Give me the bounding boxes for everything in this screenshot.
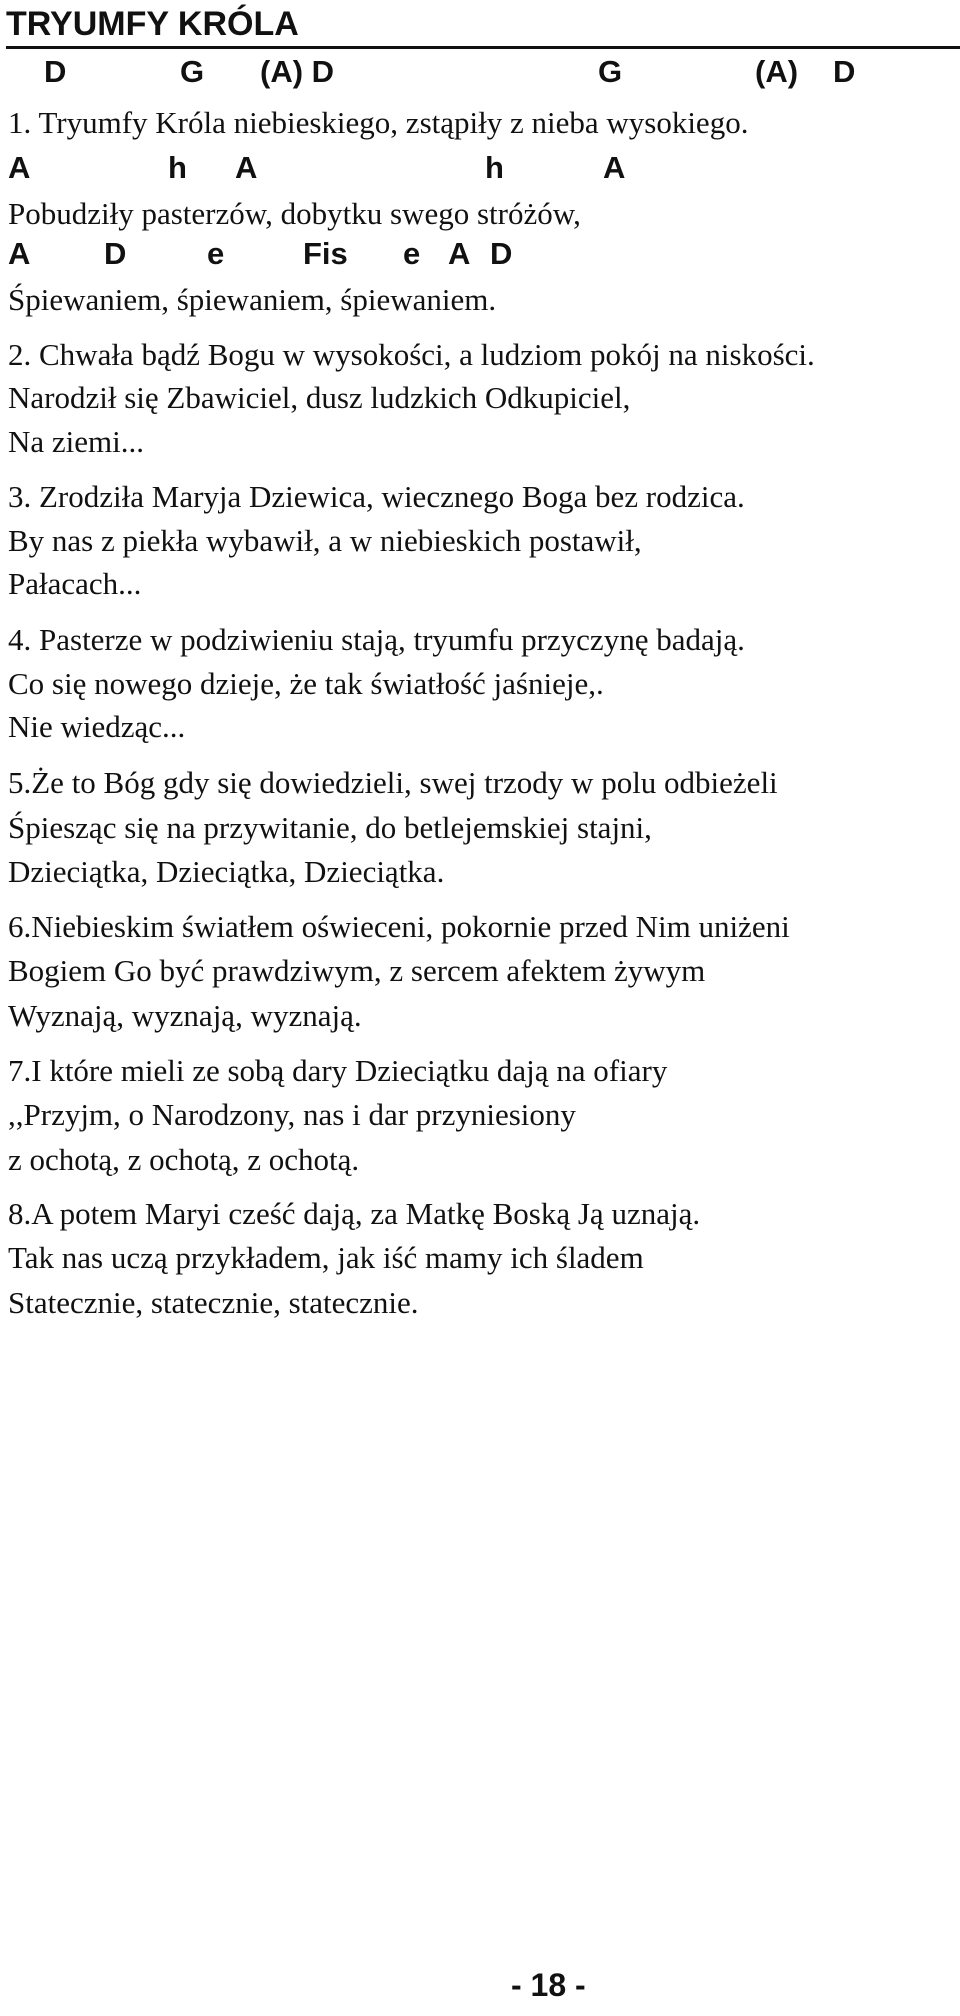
lyric-line: Tak nas uczą przykładem, jak iść mamy ich śladem — [8, 1240, 644, 1275]
lyric-line: 2. Chwała bądź Bogu w wysokości, a ludziom pokój na niskości. — [8, 337, 815, 372]
chord: e — [403, 236, 421, 271]
lyric-line: 5.Że to Bóg gdy się dowiedzieli, swej trzody w polu odbieżeli — [8, 765, 778, 800]
lyric-line: Statecznie, statecznie, statecznie. — [8, 1285, 419, 1320]
chord: A — [448, 236, 471, 271]
chord-line-3 — [0, 234, 960, 274]
lyric-line: Pobudziły pasterzów, dobytku swego stróżów, — [8, 196, 581, 231]
chord: D — [833, 54, 856, 89]
lyric-line: 6.Niebieskim światłem oświeceni, pokornie przed Nim uniżeni — [8, 909, 790, 944]
chord: A — [235, 150, 258, 185]
lyric-line: Pałacach... — [8, 566, 142, 601]
lyric-line: Dzieciątka, Dzieciątka, Dzieciątka. — [8, 854, 445, 889]
lyric-line: z ochotą, z ochotą, z ochotą. — [8, 1142, 360, 1177]
lyric-line: Co się nowego dzieje, że tak światłość jaśnieje,. — [8, 666, 604, 701]
lyric-line: Nie wiedząc... — [8, 709, 186, 744]
lyric-line: 8.A potem Maryi cześć dają, za Matkę Boską Ją uznają. — [8, 1196, 701, 1231]
chord-line-2 — [0, 148, 960, 188]
lyric-line: ,,Przyjm, o Narodzony, nas i dar przyniesiony — [8, 1097, 576, 1132]
lyric-line: Bogiem Go być prawdziwym, z sercem afektem żywym — [8, 953, 706, 988]
lyric-line: Śpiesząc się na przywitanie, do betlejemskiej stajni, — [8, 810, 652, 845]
chord: G — [180, 54, 205, 89]
chord: h — [168, 150, 187, 185]
lyric-line: Śpiewaniem, śpiewaniem, śpiewaniem. — [8, 282, 497, 317]
chord: h — [485, 150, 504, 185]
chord: Fis — [303, 236, 348, 271]
chord: G — [598, 54, 623, 89]
lyric-line: 4. Pasterze w podziwieniu stają, tryumfu przyczynę badają. — [8, 622, 745, 657]
lyric-line: Na ziemi... — [8, 424, 145, 459]
chord: e — [207, 236, 225, 271]
chord: A — [8, 150, 31, 185]
chord: A — [8, 236, 31, 271]
lyric-line: 3. Zrodziła Maryja Dziewica, wiecznego Boga bez rodzica. — [8, 479, 745, 514]
lyric-line: Wyznają, wyznają, wyznają. — [8, 998, 362, 1033]
chord-line-1 — [0, 52, 960, 92]
chord: A — [603, 150, 626, 185]
lyric-line: By nas z piekła wybawił, a w niebieskich postawił, — [8, 523, 642, 558]
chord: (A) — [755, 54, 799, 89]
song-title — [6, 2, 960, 49]
chord: (A) D — [260, 54, 335, 89]
lyric-line: Narodził się Zbawiciel, dusz ludzkich Odkupiciel, — [8, 380, 631, 415]
chord: D — [44, 54, 67, 89]
chord: D — [104, 236, 127, 271]
chord: D — [490, 236, 513, 271]
lyric-line: 1. Tryumfy Króla niebieskiego, zstąpiły z nieba wysokiego. — [8, 105, 749, 140]
song-title-text: TRYUMFY KRÓLA — [6, 5, 299, 43]
lyric-line: 7.I które mieli ze sobą dary Dzieciątku dają na ofiary — [8, 1053, 668, 1088]
page-number: - 18 - — [511, 1967, 586, 2003]
